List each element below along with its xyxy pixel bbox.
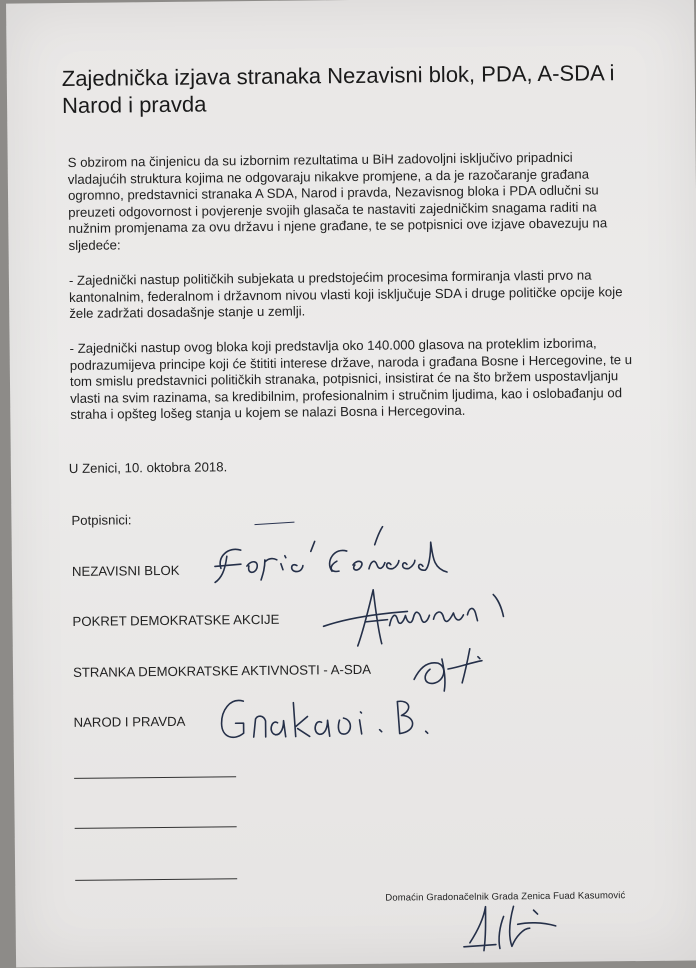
blank-signature-line-2	[75, 826, 237, 829]
commitment-paragraph-2: - Zajednički nastup ovog bloka koji predstavlja oko 140.000 glasova na proteklim izborima, podrazumijeva principe koji će štititi interese države, naroda i građana Bosne i Hercegovine, te u tom smislu predstavnici političkih stranaka, potpisnici, insistirat će na što bržem uspostavljanju vlasti na svim razinama, sa kredibilnim, profesionalnim i stručnim ljudima, kao i oslobađanju od straha i opšteg lošeg stanja u kojem se nalazi Bosna i Hercegovina.	[69, 335, 633, 423]
host-label: Domaćin Gradonačelnik Grada Zenica Fuad Kasumović	[385, 890, 626, 904]
document-title: Zajednička izjava stranaka Nezavisni blok, PDA, A-SDA i Narod i pravda	[61, 60, 615, 119]
blank-signature-line-1	[74, 776, 236, 779]
signatories-label: Potpisnici:	[71, 512, 132, 528]
party-pda: POKRET DEMOKRATSKE AKCIJE	[72, 611, 280, 629]
party-narod-i-pravda: NAROD I PRAVDA	[73, 713, 186, 730]
intro-paragraph: S obzirom na činjenicu da su izbornim rezultatima u BiH zadovoljni isključivo pripadnici vladajućih struktura kojima ne odgovaraju nikakve promjene, a da je razočaranje građana ogromno, predstavnici stranaka A SDA, Narod i pravda, Nezavisnog bloka i PDA odlučni su preuzeti odgovornost i povjerenje svojih glasača te nastaviti zajedničkim snagama raditi na nužnim promjenama za ovu državu i njene građane, te se potpisnici ove izjave obavezuju na sljedeće:	[67, 149, 608, 253]
date-line: U Zenici, 10. oktobra 2018.	[68, 459, 228, 476]
blank-signature-line-3	[75, 878, 237, 881]
party-nezavisni-blok: NEZAVISNI BLOK	[71, 562, 180, 579]
commitment-paragraph-1: - Zajednički nastup političkih subjekata u predstojećim procesima formiranja vlasti prvo na kantonalnim, federalnom i državnom nivou vlasti koji isključuje SDA i druge političke opcije koje žele zadržati dosadašnje stanje u zemlji.	[68, 267, 623, 322]
signature-narod-i-pravda	[213, 687, 454, 750]
party-a-sda: STRANKA DEMOKRATSKE AKTIVNOSTI - A-SDA	[72, 661, 372, 680]
signature-host	[455, 896, 576, 957]
document-page	[6, 0, 696, 968]
